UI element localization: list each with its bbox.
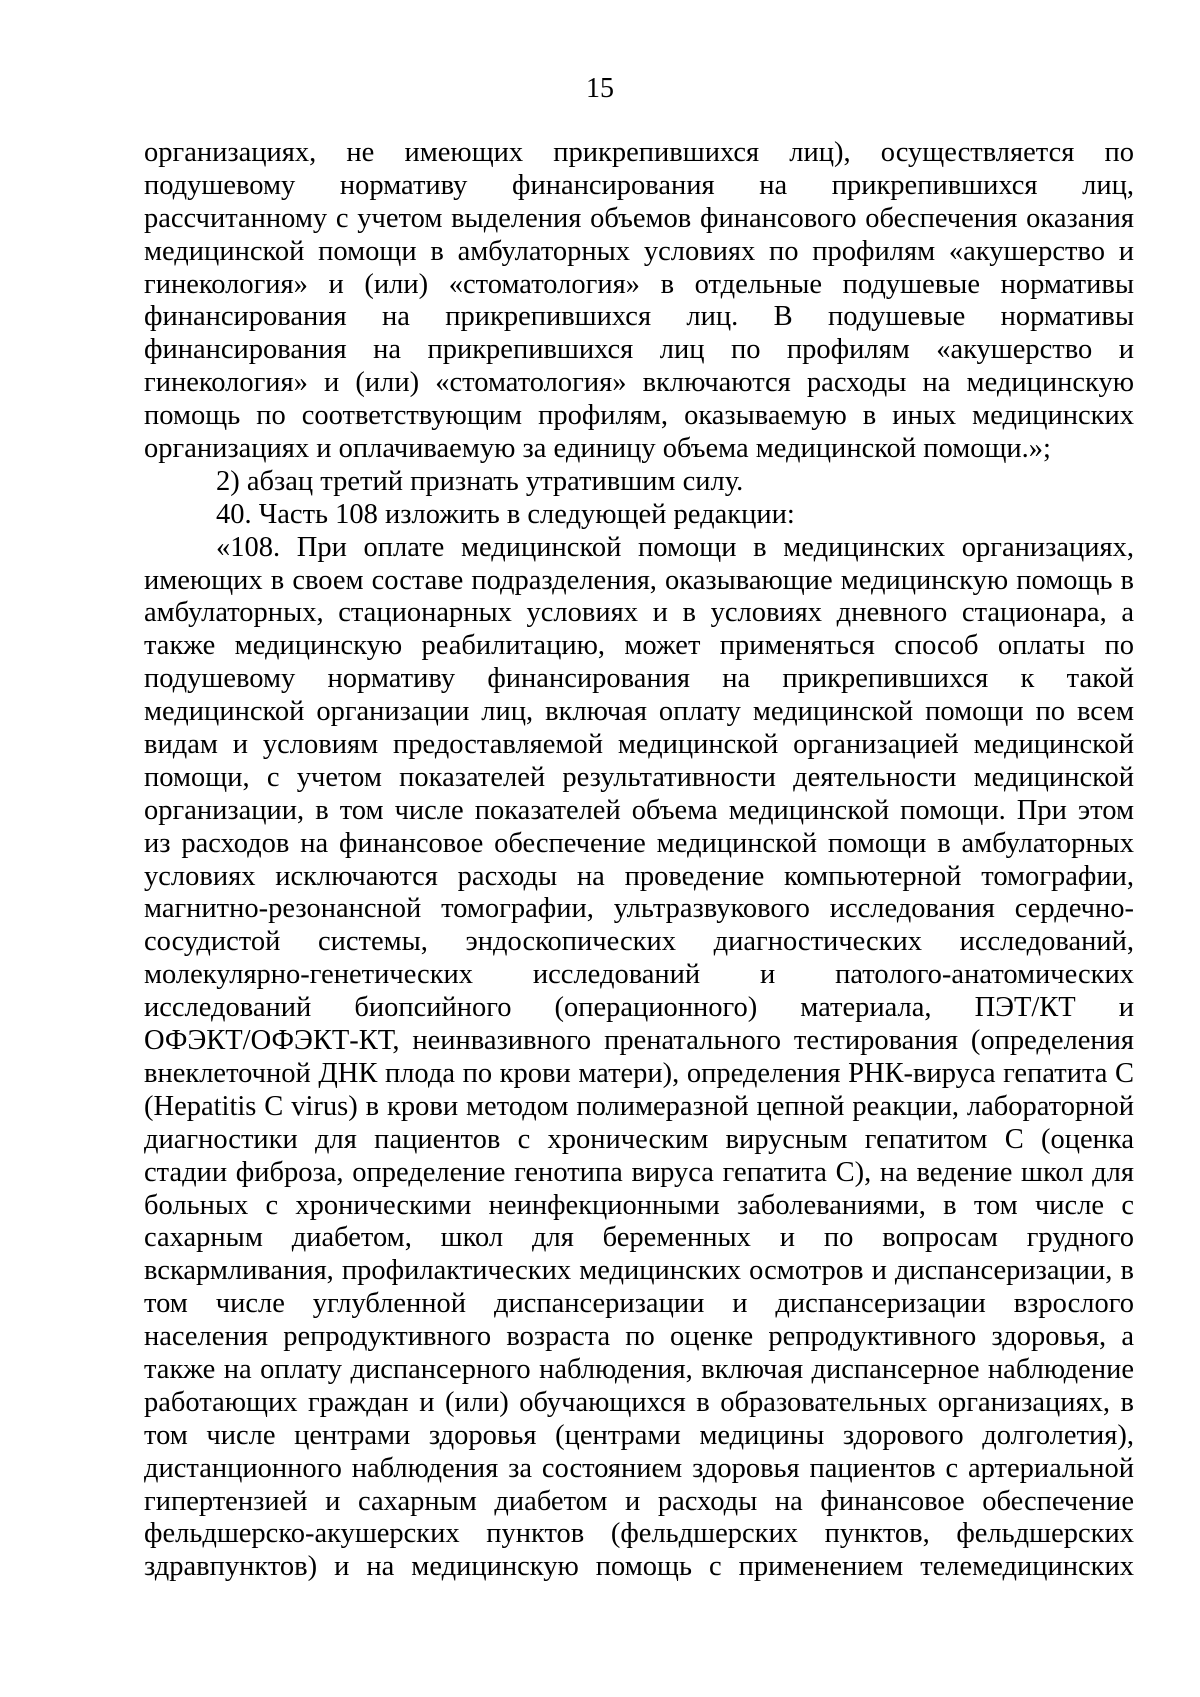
text-line: условиях исключаются расходы на проведение компьютерной томографии, bbox=[144, 860, 1134, 892]
text-line: медицинской помощи в амбулаторных условиях по профилям «акушерство и bbox=[144, 235, 1134, 267]
text-line: том числе центрами здоровья (центрами медицины здорового долголетия), bbox=[144, 1419, 1134, 1451]
text-line: дистанционного наблюдения за состоянием здоровья пациентов с артериальной bbox=[144, 1452, 1134, 1484]
text-line: ОФЭКТ/ОФЭКТ-КТ, неинвазивного пренатального тестирования (определения bbox=[144, 1025, 1134, 1057]
text-line: финансирования на прикрепившихся лиц. В подушевые нормативы bbox=[144, 301, 1134, 333]
text-line: гипертензией и сахарным диабетом и расходы на финансовое обеспечение bbox=[144, 1485, 1134, 1517]
text-line: магнитно-резонансной томографии, ультразвукового исследования сердечно- bbox=[144, 893, 1134, 925]
text-line: финансирования на прикрепившихся лиц по профилям «акушерство и bbox=[144, 334, 1134, 366]
paragraph-start-line: 40. Часть 108 изложить в следующей редакции: bbox=[216, 498, 795, 530]
text-line: населения репродуктивного возраста по оценке репродуктивного здоровья, а bbox=[144, 1321, 1134, 1353]
text-line: подушевому нормативу финансирования на прикрепившихся лиц, bbox=[144, 169, 1134, 201]
text-line: исследований биопсийного (операционного) материала, ПЭТ/КТ и bbox=[144, 992, 1134, 1024]
paragraph-start-line: 2) абзац третий признать утратившим силу. bbox=[216, 465, 744, 497]
text-line: организациях и оплачиваемую за единицу объема медицинской помощи.»; bbox=[144, 433, 1051, 465]
text-line: подушевому нормативу финансирования на прикрепившихся к такой bbox=[144, 663, 1134, 695]
text-line: вскармливания, профилактических медицинских осмотров и диспансеризации, в bbox=[144, 1255, 1134, 1287]
text-line: сосудистой системы, эндоскопических диагностических исследований, bbox=[144, 926, 1134, 958]
text-line: из расходов на финансовое обеспечение медицинской помощи в амбулаторных bbox=[144, 827, 1134, 859]
text-line: фельдшерско-акушерских пунктов (фельдшерских пунктов, фельдшерских bbox=[144, 1518, 1134, 1550]
text-line: помощь по соответствующим профилям, оказываемую в иных медицинских bbox=[144, 400, 1134, 432]
text-line: (Hepatitis C virus) в крови методом полимеразной цепной реакции, лабораторной bbox=[144, 1090, 1134, 1122]
text-line: стадии фиброза, определение генотипа вируса гепатита С), на ведение школ для bbox=[144, 1156, 1134, 1188]
text-line: молекулярно-генетических исследований и патолого-анатомических bbox=[144, 959, 1134, 991]
text-line: рассчитанному с учетом выделения объемов финансового обеспечения оказания bbox=[144, 202, 1134, 234]
text-line: внеклеточной ДНК плода по крови матери), определения РНК-вируса гепатита С bbox=[144, 1057, 1134, 1089]
paragraph-start-line: «108. При оплате медицинской помощи в медицинских организациях, bbox=[216, 531, 1134, 563]
text-line: помощи, с учетом показателей результативности деятельности медицинской bbox=[144, 761, 1134, 793]
text-line: имеющих в своем составе подразделения, оказывающие медицинскую помощь в bbox=[144, 564, 1134, 596]
text-line: организациях, не имеющих прикрепившихся лиц), осуществляется по bbox=[144, 137, 1134, 168]
text-line: амбулаторных, стационарных условиях и в условиях дневного стационара, а bbox=[144, 597, 1134, 629]
document-body bbox=[144, 137, 1134, 1584]
text-line: здравпунктов) и на медицинскую помощь с применением телемедицинских bbox=[144, 1551, 1134, 1583]
text-line: гинекология» и (или) «стоматология» включаются расходы на медицинскую bbox=[144, 367, 1134, 399]
text-line: гинекология» и (или) «стоматология» в отдельные подушевые нормативы bbox=[144, 268, 1134, 300]
text-line: больных с хроническими неинфекционными заболеваниями, в том числе с bbox=[144, 1189, 1134, 1221]
text-line: том числе углубленной диспансеризации и диспансеризации взрослого bbox=[144, 1288, 1134, 1320]
page-number: 15 bbox=[586, 73, 614, 104]
text-line: сахарным диабетом, школ для беременных и по вопросам грудного bbox=[144, 1222, 1134, 1254]
text-line: видам и условиям предоставляемой медицинской организацией медицинской bbox=[144, 729, 1134, 761]
text-line: также на оплату диспансерного наблюдения, включая диспансерное наблюдение bbox=[144, 1353, 1134, 1385]
text-line: медицинской организации лиц, включая оплату медицинской помощи по всем bbox=[144, 696, 1134, 728]
text-line: работающих граждан и (или) обучающихся в образовательных организациях, в bbox=[144, 1386, 1134, 1418]
text-line: диагностики для пациентов с хроническим вирусным гепатитом С (оценка bbox=[144, 1123, 1134, 1155]
text-line: также медицинскую реабилитацию, может применяться способ оплаты по bbox=[144, 630, 1134, 662]
text-line: организации, в том числе показателей объема медицинской помощи. При этом bbox=[144, 794, 1134, 826]
